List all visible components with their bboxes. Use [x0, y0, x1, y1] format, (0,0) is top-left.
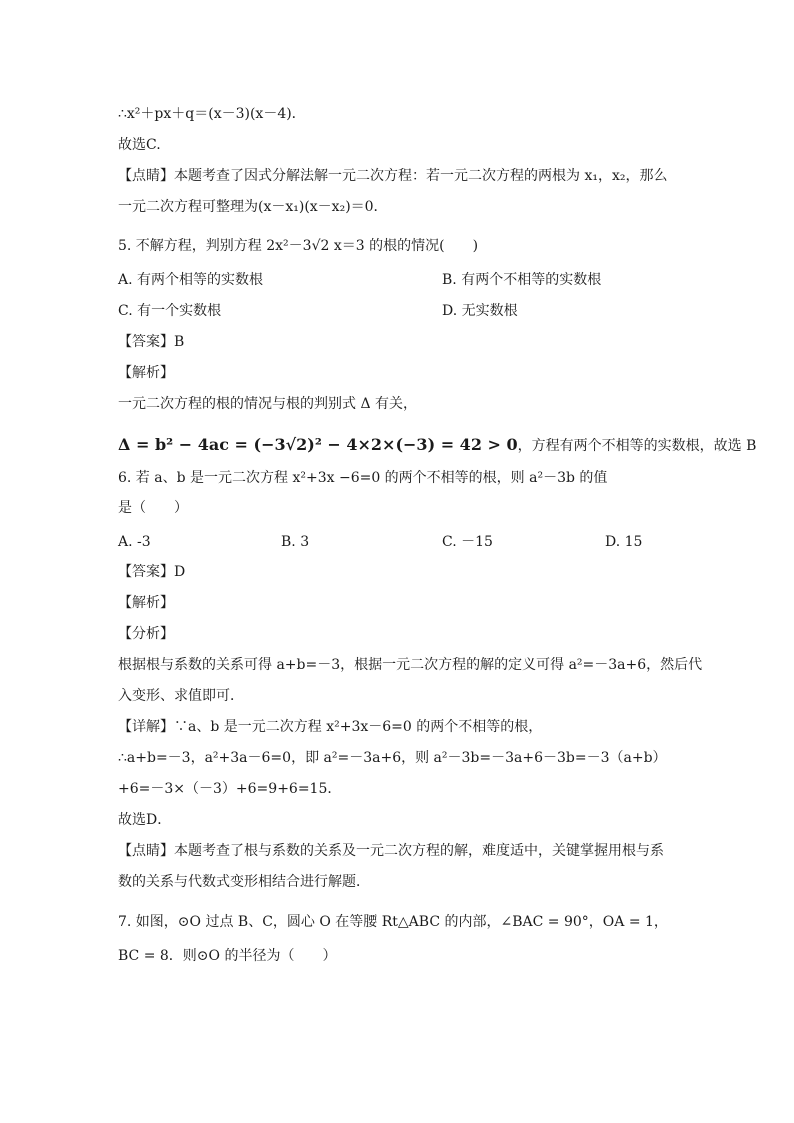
- q6-analysis-tag: 【解析】: [118, 595, 174, 611]
- q5-discriminant-formula: Δ = b² − 4ac = (−3√2)² − 4×2×(−3) = 42 > 0: [118, 435, 518, 454]
- q6-option-b: B. 3: [281, 534, 310, 550]
- q5-analysis-tag: 【解析】: [118, 365, 174, 381]
- q5-analysis-line-1: 一元二次方程的根的情况与根的判别式 Δ 有关，: [118, 396, 418, 412]
- q6-stem-line-2: 是（ ）: [118, 500, 188, 516]
- solution-line-1: ∴x²＋px＋q＝(x－3)(x－4)．: [118, 106, 306, 122]
- q5-analysis-line-2: [118, 435, 756, 456]
- q6-detail-line-3: +6=－3×（－3）+6=9+6=15．: [118, 781, 342, 797]
- q6-detail-line-4: 故选D．: [118, 812, 172, 828]
- q6-fenxi-tag: 【分析】: [118, 626, 174, 642]
- q5-answer: 【答案】B: [118, 334, 185, 350]
- q6-option-c: C. －15: [442, 534, 493, 550]
- q6-fenxi-line-1: 根据根与系数的关系可得 a+b=－3，根据一元二次方程的解的定义可得 a²=－3a+6，然后代: [118, 657, 703, 673]
- q6-comment-line-2: 数的关系与代数式变形相结合进行解题．: [118, 874, 370, 890]
- q6-detail-line-1: 【详解】∵a、b 是一元二次方程 x²+3x－6=0 的两个不相等的根，: [118, 719, 543, 735]
- q5-stem: 5. 不解方程，判别方程 2x²－3√2 x＝3 的根的情况( ): [118, 238, 479, 254]
- q5-option-b: B. 有两个不相等的实数根: [442, 272, 602, 288]
- q5-option-a: A. 有两个相等的实数根: [118, 272, 264, 288]
- q7-stem-line-1: 7. 如图，⊙O 过点 B、C，圆心 O 在等腰 Rt△ABC 的内部，∠BAC = 90°，OA = 1，: [118, 914, 668, 930]
- q7-stem-line-2: BC = 8．则⊙O 的半径为（ ）: [118, 948, 337, 964]
- q5-option-d: D. 无实数根: [442, 303, 518, 319]
- comment-line-2: 一元二次方程可整理为(x－x₁)(x－x₂)＝0．: [118, 199, 388, 215]
- q5-analysis-conclusion: ，方程有两个不相等的实数根，故选 B: [517, 438, 757, 454]
- q6-fenxi-line-2: 入变形、求值即可．: [118, 688, 244, 704]
- q5-option-c: C. 有一个实数根: [118, 303, 222, 319]
- q6-stem-line-1: 6. 若 a、b 是一元二次方程 x²+3x −6=0 的两个不相等的根，则 a²－3b 的值: [118, 470, 608, 486]
- comment-line-1: 【点睛】本题考查了因式分解法解一元二次方程：若一元二次方程的两根为 x₁，x₂，那么: [118, 168, 668, 184]
- q6-detail-line-2: ∴a+b=－3，a²+3a－6=0，即 a²=－3a+6，则 a²－3b=－3a+6－3b=－3（a+b）: [118, 750, 667, 766]
- solution-line-2: 故选C.: [118, 137, 161, 153]
- q6-option-a: A. -3: [118, 534, 151, 550]
- q6-answer: 【答案】D: [118, 564, 186, 580]
- q6-comment-line-1: 【点睛】本题考查了根与系数的关系及一元二次方程的解，难度适中，关键掌握用根与系: [118, 843, 664, 859]
- q6-option-d: D. 15: [605, 534, 643, 550]
